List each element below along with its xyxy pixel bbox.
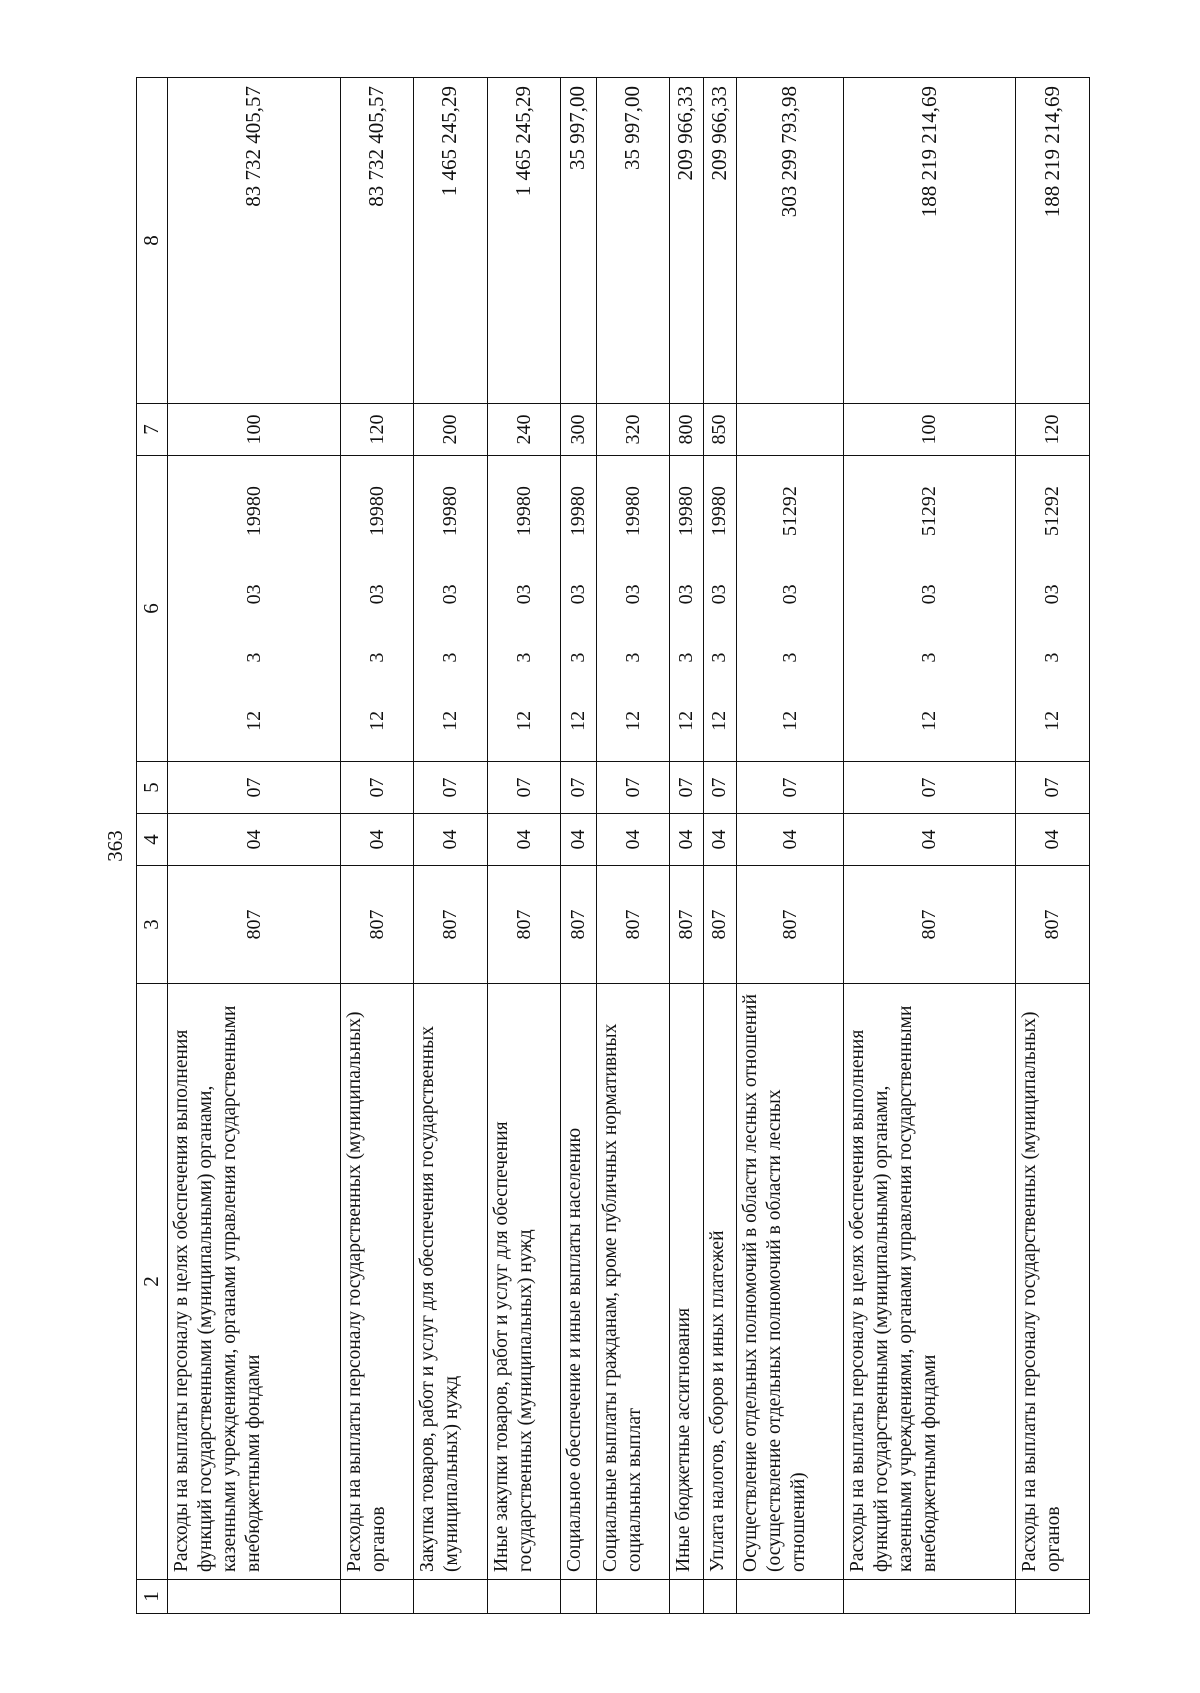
amount: 188 219 214,69: [843, 78, 1016, 404]
amount: 83 732 405,57: [168, 78, 341, 404]
table-row: [596, 78, 669, 1614]
subprogram-code: 3: [567, 652, 590, 663]
header-col-4: 4: [137, 814, 168, 866]
table-row: [487, 78, 560, 1614]
subsection-code: 07: [340, 762, 413, 814]
ministry-code: 807: [670, 866, 703, 984]
program-code: 12: [778, 710, 801, 731]
target-article-code: [596, 456, 669, 762]
table-row: [168, 78, 341, 1614]
direction-code: 19980: [567, 486, 590, 537]
amount: 35 997,00: [596, 78, 669, 404]
direction-code: 19980: [439, 486, 462, 537]
page-number: 363: [102, 830, 127, 862]
row-number-cell: [561, 1580, 597, 1614]
event-code: 03: [1041, 584, 1064, 605]
expense-type-code: 800: [670, 404, 703, 456]
ministry-code: 807: [843, 866, 1016, 984]
expense-name: Расходы на выплаты персоналу государственных (муниципальных) органов: [1016, 984, 1090, 1580]
event-code: 03: [567, 584, 590, 605]
target-article-code: [414, 456, 487, 762]
amount: 188 219 214,69: [1016, 78, 1090, 404]
header-col-7: 7: [137, 404, 168, 456]
direction-code: 19980: [675, 486, 698, 537]
ministry-code: 807: [703, 866, 736, 984]
subprogram-code: 3: [1041, 652, 1064, 663]
target-article-code: [1016, 456, 1090, 762]
direction-code: 51292: [778, 486, 801, 537]
target-article-code: [340, 456, 413, 762]
row-number-cell: [168, 1580, 341, 1614]
subsection-code: 07: [736, 762, 843, 814]
expense-name: Расходы на выплаты персоналу в целях обеспечения выполнения функций государственными (муниципальными) органами, казенными учреждениями, органами управления государственными внебюджетными фондами: [168, 984, 341, 1580]
row-number-cell: [703, 1580, 736, 1614]
section-code: 04: [340, 814, 413, 866]
header-col-6: 6: [137, 456, 168, 762]
subsection-code: 07: [414, 762, 487, 814]
expense-type-code: [736, 404, 843, 456]
expense-type-code: 240: [487, 404, 560, 456]
row-number-cell: [340, 1580, 413, 1614]
direction-code: 19980: [512, 486, 535, 537]
expense-type-code: 100: [843, 404, 1016, 456]
row-number-cell: [670, 1580, 703, 1614]
subprogram-code: 3: [365, 652, 388, 663]
row-number-cell: [487, 1580, 560, 1614]
section-code: 04: [703, 814, 736, 866]
header-col-5: 5: [137, 762, 168, 814]
direction-code: 19980: [708, 486, 731, 537]
subprogram-code: 3: [918, 652, 941, 663]
program-code: 12: [439, 710, 462, 731]
event-code: 03: [439, 584, 462, 605]
section-code: 04: [168, 814, 341, 866]
expense-name: Иные закупки товаров, работ и услуг для обеспечения государственных (муниципальных) нужд: [487, 984, 560, 1580]
ministry-code: 807: [487, 866, 560, 984]
direction-code: 19980: [365, 486, 388, 537]
header-col-1: 1: [137, 1580, 168, 1614]
event-code: 03: [242, 584, 265, 605]
table-row: [703, 78, 736, 1614]
budget-table-rotated: [136, 78, 1090, 1614]
amount: 303 299 793,98: [736, 78, 843, 404]
row-number-cell: [414, 1580, 487, 1614]
section-code: 04: [1016, 814, 1090, 866]
expense-type-code: 300: [561, 404, 597, 456]
direction-code: 19980: [242, 486, 265, 537]
target-article-code: [168, 456, 341, 762]
program-code: 12: [512, 710, 535, 731]
section-code: 04: [736, 814, 843, 866]
program-code: 12: [708, 710, 731, 731]
subsection-code: 07: [596, 762, 669, 814]
expense-type-code: 120: [1016, 404, 1090, 456]
event-code: 03: [778, 584, 801, 605]
target-article-code: [736, 456, 843, 762]
section-code: 04: [843, 814, 1016, 866]
expense-type-code: 200: [414, 404, 487, 456]
subprogram-code: 3: [708, 652, 731, 663]
expense-type-code: 320: [596, 404, 669, 456]
amount: 1 465 245,29: [414, 78, 487, 404]
table-row: [670, 78, 703, 1614]
subprogram-code: 3: [675, 652, 698, 663]
table-row: [736, 78, 843, 1614]
amount: 1 465 245,29: [487, 78, 560, 404]
section-code: 04: [414, 814, 487, 866]
section-code: 04: [487, 814, 560, 866]
direction-code: 51292: [918, 486, 941, 537]
program-code: 12: [918, 710, 941, 731]
event-code: 03: [918, 584, 941, 605]
expense-name: Закупка товаров, работ и услуг для обеспечения государственных (муниципальных) нужд: [414, 984, 487, 1580]
ministry-code: 807: [561, 866, 597, 984]
subsection-code: 07: [561, 762, 597, 814]
subsection-code: 07: [487, 762, 560, 814]
header-col-2: 2: [137, 984, 168, 1580]
direction-code: 19980: [621, 486, 644, 537]
subsection-code: 07: [670, 762, 703, 814]
table-row: [414, 78, 487, 1614]
expense-type-code: 120: [340, 404, 413, 456]
ministry-code: 807: [414, 866, 487, 984]
ministry-code: 807: [340, 866, 413, 984]
amount: 209 966,33: [703, 78, 736, 404]
row-number-cell: [843, 1580, 1016, 1614]
ministry-code: 807: [596, 866, 669, 984]
ministry-code: 807: [1016, 866, 1090, 984]
subprogram-code: 3: [512, 652, 535, 663]
expense-type-code: 100: [168, 404, 341, 456]
target-article-code: [670, 456, 703, 762]
section-code: 04: [561, 814, 597, 866]
program-code: 12: [675, 710, 698, 731]
program-code: 12: [242, 710, 265, 731]
subprogram-code: 3: [621, 652, 644, 663]
header-row: [137, 78, 168, 1614]
header-col-8: 8: [137, 78, 168, 404]
section-code: 04: [596, 814, 669, 866]
table-row: [340, 78, 413, 1614]
event-code: 03: [675, 584, 698, 605]
expense-name: Иные бюджетные ассигнования: [670, 984, 703, 1580]
section-code: 04: [670, 814, 703, 866]
subprogram-code: 3: [439, 652, 462, 663]
expense-type-code: 850: [703, 404, 736, 456]
event-code: 03: [365, 584, 388, 605]
target-article-code: [561, 456, 597, 762]
table-row: [561, 78, 597, 1614]
expense-name: Расходы на выплаты персоналу в целях обеспечения выполнения функций государственными (муниципальными) органами, казенными учреждениями, органами управления государственными внебюджетными фондами: [843, 984, 1016, 1580]
program-code: 12: [621, 710, 644, 731]
expense-name: Социальное обеспечение и иные выплаты населению: [561, 984, 597, 1580]
table-row: [1016, 78, 1090, 1614]
event-code: 03: [708, 584, 731, 605]
subsection-code: 07: [843, 762, 1016, 814]
target-article-code: [843, 456, 1016, 762]
target-article-code: [487, 456, 560, 762]
amount: 35 997,00: [561, 78, 597, 404]
row-number-cell: [736, 1580, 843, 1614]
expense-name: Социальные выплаты гражданам, кроме публичных нормативных социальных выплат: [596, 984, 669, 1580]
subsection-code: 07: [703, 762, 736, 814]
program-code: 12: [1041, 710, 1064, 731]
program-code: 12: [365, 710, 388, 731]
budget-table-grid: [136, 77, 1090, 1614]
expense-name: Уплата налогов, сборов и иных платежей: [703, 984, 736, 1580]
subprogram-code: 3: [242, 652, 265, 663]
amount: 83 732 405,57: [340, 78, 413, 404]
subsection-code: 07: [168, 762, 341, 814]
budget-table: [136, 78, 1090, 1614]
event-code: 03: [512, 584, 535, 605]
program-code: 12: [567, 710, 590, 731]
ministry-code: 807: [168, 866, 341, 984]
ministry-code: 807: [736, 866, 843, 984]
amount: 209 966,33: [670, 78, 703, 404]
expense-name: Осуществление отдельных полномочий в области лесных отношений (осуществление отдельных полномочий в области лесных отношений): [736, 984, 843, 1580]
subprogram-code: 3: [778, 652, 801, 663]
event-code: 03: [621, 584, 644, 605]
header-col-3: 3: [137, 866, 168, 984]
expense-name: Расходы на выплаты персоналу государственных (муниципальных) органов: [340, 984, 413, 1580]
row-number-cell: [1016, 1580, 1090, 1614]
target-article-code: [703, 456, 736, 762]
table-row: [843, 78, 1016, 1614]
row-number-cell: [596, 1580, 669, 1614]
direction-code: 51292: [1041, 486, 1064, 537]
subsection-code: 07: [1016, 762, 1090, 814]
